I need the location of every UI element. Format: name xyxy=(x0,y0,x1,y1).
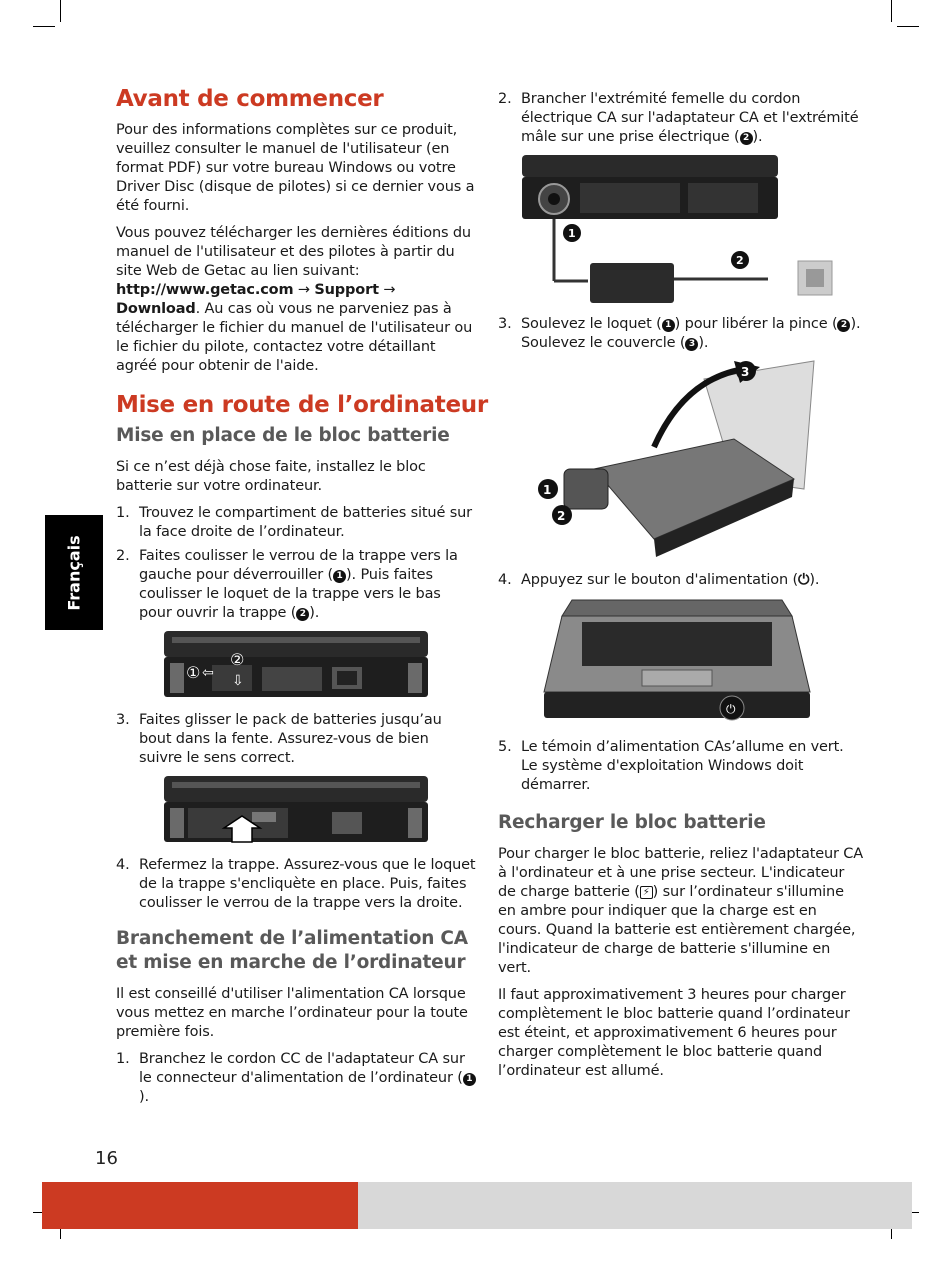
paragraph-ac-intro: Il est conseillé d'utiliser l'alimentation CA lorsque vous mettez en marche l’ordinateur pour la toute première fois. xyxy=(116,986,468,1040)
text-fragment: Faites coulisser le verrou de la trappe vers la gauche pour déverrouiller ( xyxy=(139,548,458,583)
left-column xyxy=(116,86,488,1112)
text-fragment: ). Puis faites coulisser le loquet de la trappe vers le bas pour ouvrir la trappe ( xyxy=(139,567,441,621)
list-item xyxy=(116,856,476,913)
footer-accent-bar xyxy=(42,1182,358,1229)
callout-two-icon: 2 xyxy=(740,132,753,145)
step-number: 2. xyxy=(116,548,130,564)
text-fragment: ). xyxy=(809,572,820,588)
paragraph-charge-info xyxy=(498,845,864,978)
subheading-recharger: Recharger le bloc batterie xyxy=(498,812,766,833)
crop-mark xyxy=(60,0,61,22)
callout-one-label: ① xyxy=(186,663,201,682)
step-text: Trouvez le compartiment de batteries situé sur la face droite de l’ordinateur. xyxy=(139,505,472,540)
text-fragment: Brancher l'extrémité femelle du cordon électrique CA sur l'adaptateur CA et l'extrémité mâle sur une prise électrique ( xyxy=(521,91,859,145)
text-fragment: ). xyxy=(698,335,709,351)
battery-steps xyxy=(116,504,476,623)
subheading-branchement: Branchement de l’alimentation CA et mise en marche de l’ordinateur xyxy=(116,928,468,973)
step-text: Refermez la trappe. Assurez-vous que le loquet de la trappe s'encliquète en place. Puis, faites coulisser le verrou de la trappe vers la droite. xyxy=(139,857,476,911)
power-steps-right xyxy=(498,90,864,147)
step-number: 3. xyxy=(116,712,130,728)
text-fragment: ) sur l’ordinateur s'illumine en ambre pour indiquer que la charge est en cours. Quand la batterie est entièrement chargée, l'indicateur de charge de batterie s'illumine en vert. xyxy=(498,884,856,976)
power-button-steps xyxy=(498,571,864,590)
crop-mark xyxy=(891,0,892,22)
language-tab-label: Français xyxy=(64,534,84,611)
text-fragment: ). xyxy=(309,605,320,621)
svg-text:3: 3 xyxy=(741,365,750,379)
heading-mise-en-route: Mise en route de l’ordinateur xyxy=(116,392,488,418)
text-fragment: ). xyxy=(139,1089,149,1105)
callout-one-icon: 1 xyxy=(333,570,346,583)
svg-text:2: 2 xyxy=(557,509,566,523)
battery-charge-icon: ⚡ xyxy=(640,886,653,899)
crop-mark xyxy=(897,26,919,27)
list-item xyxy=(498,90,864,147)
paragraph-download-info xyxy=(116,224,476,376)
boot-steps xyxy=(498,738,864,795)
subheading-bloc-batterie: Mise en place de le bloc batterie xyxy=(116,425,450,446)
text-fragment: ). xyxy=(752,129,763,145)
arrow-icon: → xyxy=(378,282,396,298)
battery-steps-cont xyxy=(116,711,476,768)
callout-one-icon: 1 xyxy=(463,1073,476,1086)
text-fragment: Branchez le cordon CC de l'adaptateur CA sur le connecteur d'alimentation de l’ordinateur ( xyxy=(139,1051,465,1086)
list-item xyxy=(498,571,864,590)
footer-gray-bar xyxy=(358,1182,912,1229)
ac-adapter-illustration xyxy=(518,153,838,303)
step-number: 4. xyxy=(498,572,512,588)
step-text: Faites glisser le pack de batteries jusqu’au bout dans la fente. Assurez-vous de bien suivre le sens correct. xyxy=(139,712,442,766)
page-number: 16 xyxy=(95,1148,118,1169)
callout-one-icon: 1 xyxy=(662,319,675,332)
right-column xyxy=(498,90,864,1089)
language-tab xyxy=(45,515,103,630)
power-steps xyxy=(116,1050,476,1107)
list-item xyxy=(116,504,476,542)
crop-mark xyxy=(33,26,55,27)
step-number: 1. xyxy=(116,1051,130,1067)
lid-steps xyxy=(498,315,864,353)
text-fragment: ). Soulevez le couvercle ( xyxy=(521,316,861,351)
battery-insert-illustration xyxy=(162,774,432,844)
text-fragment: Appuyez sur le bouton d'alimentation ( xyxy=(521,572,799,588)
text-fragment: ) pour libérer la pince ( xyxy=(674,316,838,332)
callout-two-label: ② xyxy=(230,650,245,669)
list-item xyxy=(498,315,864,353)
list-item xyxy=(116,1050,476,1107)
text-fragment: . Au cas où vous ne parveniez pas à télécharger le fichier du manuel de l'utilisateur ou le fichier du pilote, contactez votre détaillant agréé pour obtenir de l'aide. xyxy=(116,301,473,374)
heading-avant-de-commencer: Avant de commencer xyxy=(116,86,384,112)
list-item xyxy=(116,547,476,623)
callout-two-icon: 2 xyxy=(837,319,850,332)
power-icon: ⏻ xyxy=(798,572,810,588)
text-fragment: Soulevez le loquet ( xyxy=(521,316,662,332)
keyboard-illustration xyxy=(542,596,812,726)
getac-link[interactable]: http://www.getac.com xyxy=(116,282,294,298)
arrow-down-icon: ⇩ xyxy=(232,673,244,689)
battery-steps-cont-2 xyxy=(116,856,476,913)
support-label: Support xyxy=(314,282,379,298)
svg-text:1: 1 xyxy=(568,227,576,240)
step-number: 4. xyxy=(116,857,130,873)
open-lid-illustration xyxy=(534,359,834,559)
battery-door-illustration xyxy=(162,629,432,699)
step-number: 1. xyxy=(116,505,130,521)
list-item xyxy=(498,738,864,795)
step-number: 3. xyxy=(498,316,512,332)
svg-text:1: 1 xyxy=(543,483,552,497)
text-fragment: Vous pouvez télécharger les dernières éditions du manuel de l'utilisateur et des pilotes à partir du site Web de Getac au lien suivant: xyxy=(116,225,471,279)
paragraph-product-info: Pour des informations complètes sur ce produit, veuillez consulter le manuel de l'utilisateur (en format PDF) sur votre bureau Windows ou votre Driver Disc (disque de pilotes) si ce dernier vous a été fourni. xyxy=(116,122,475,214)
arrow-left-icon: ⇦ xyxy=(202,665,214,681)
text-fragment: Pour charger le bloc batterie, reliez l'adaptateur CA à l'ordinateur et à une prise secteur. L'indicateur de charge batterie ( xyxy=(498,846,864,900)
arrow-icon: → xyxy=(293,282,315,298)
svg-text:2: 2 xyxy=(736,254,744,267)
paragraph-battery-intro: Si ce n’est déjà chose faite, installez le bloc batterie sur votre ordinateur. xyxy=(116,459,426,494)
power-icon: ⏻ xyxy=(726,702,736,716)
step-number: 2. xyxy=(498,91,512,107)
step-number: 5. xyxy=(498,739,512,755)
callout-two-icon: 2 xyxy=(296,608,309,621)
step-text: Le témoin d’alimentation CAs’allume en vert. Le système d'exploitation Windows doit démarrer. xyxy=(521,739,844,793)
list-item xyxy=(116,711,476,768)
paragraph-charge-time: Il faut approximativement 3 heures pour charger complètement le bloc batterie quand l’ordinateur est éteint, et approximativement 6 heures pour charger complètement le bloc batterie quand l’ordinateur est allumé. xyxy=(498,987,850,1079)
download-label: Download xyxy=(116,301,196,317)
callout-three-icon: 3 xyxy=(685,338,698,351)
